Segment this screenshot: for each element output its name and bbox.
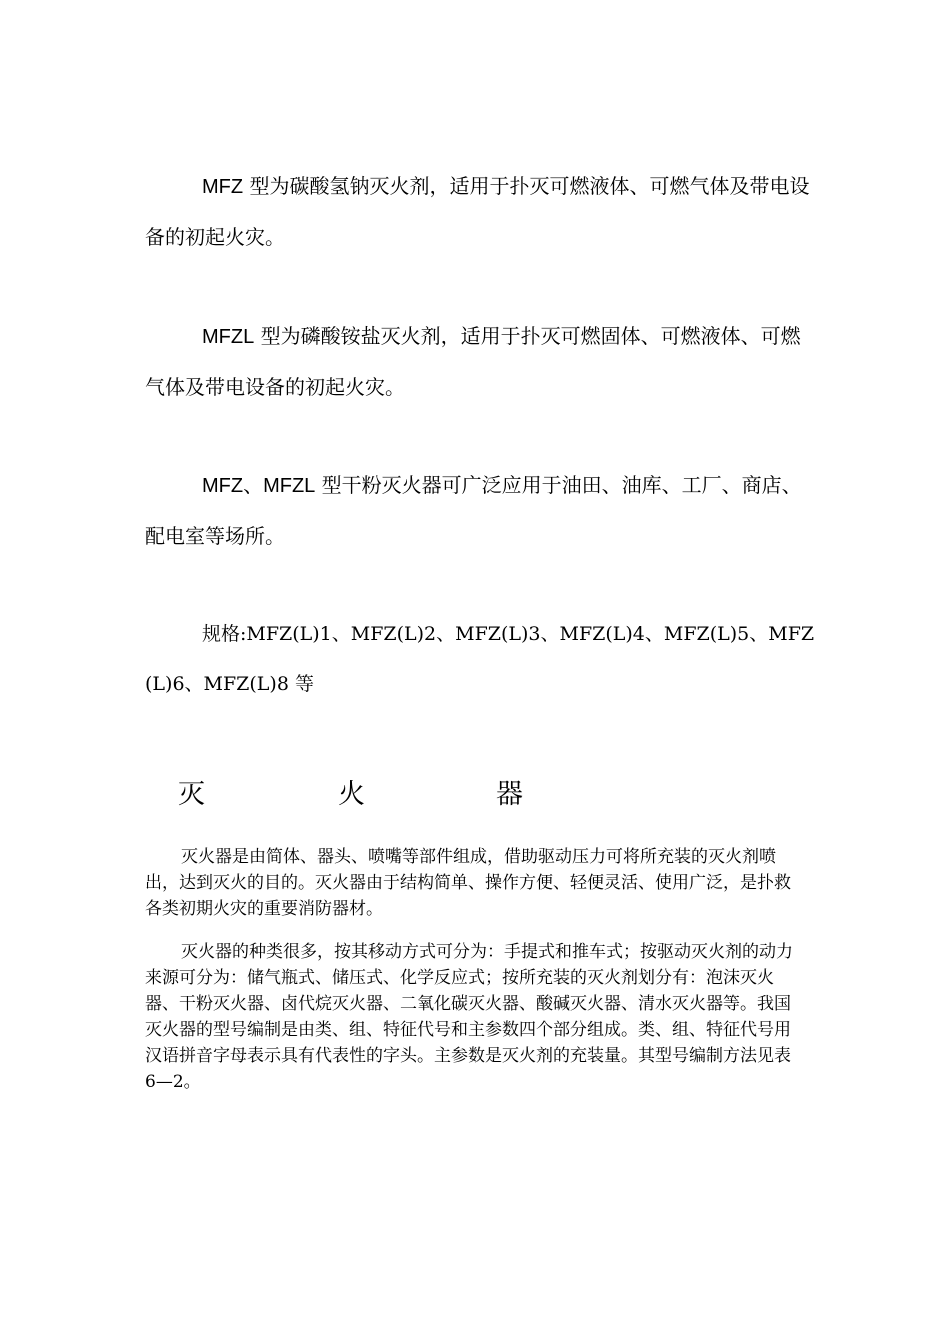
paragraph-usage-lead: MFZ、MFZL bbox=[202, 475, 316, 497]
paragraph-usage-text: 型干粉灭火器可广泛应用于油田、油库、工厂、商店、配电室等场所。 bbox=[145, 473, 802, 548]
paragraph-mfz bbox=[145, 161, 815, 262]
paragraph-usage bbox=[145, 460, 815, 561]
heading-char-2: 火 bbox=[338, 779, 365, 810]
heading-char-3: 器 bbox=[496, 779, 523, 810]
paragraph-mfz-lead: MFZ bbox=[202, 176, 244, 198]
paragraph-mfz-text: 型为碳酸氢钠灭火剂，适用于扑灭可燃液体、可燃气体及带电设备的初起火灾。 bbox=[145, 174, 810, 249]
paragraph-mfzl bbox=[145, 311, 815, 412]
paragraph-spec: 规格:MFZ(L)1、MFZ(L)2、MFZ(L)3、MFZ(L)4、MFZ(L)5、MFZ(L)6、MFZ(L)8 等 bbox=[145, 623, 815, 695]
paragraph-mfzl-lead: MFZL bbox=[202, 326, 255, 348]
heading-char-1: 灭 bbox=[178, 779, 205, 810]
body-paragraph-2: 灭火器的种类很多，按其移动方式可分为：手提式和推车式；按驱动灭火剂的动力来源可分为：储气瓶式、储压式、化学反应式；按所充装的灭火剂划分有：泡沫灭火器、干粉灭火器、卤代烷灭火器、二氧化碳灭火器、酸碱灭火器、清水灭火器等。我国灭火器的型号编制是由类、组、特征代号和主参数四个部分组成。类、组、特征代号用汉语拼音字母表示具有代表性的字头。主参数是灭火剂的充装量。其型号编制方法见表 6—2。 bbox=[145, 942, 793, 1092]
body-paragraph-1: 灭火器是由简体、器头、喷嘴等部件组成，借助驱动压力可将所充装的灭火剂喷出，达到灭火的目的。灭火器由于结构简单、操作方便、轻便灵活、使用广泛，是扑救各类初期火灾的重要消防器材。 bbox=[145, 847, 791, 919]
paragraph-mfzl-text: 型为磷酸铵盐灭火剂，适用于扑灭可燃固体、可燃液体、可燃气体及带电设备的初起火灾。 bbox=[145, 324, 801, 399]
section-heading bbox=[178, 775, 598, 815]
